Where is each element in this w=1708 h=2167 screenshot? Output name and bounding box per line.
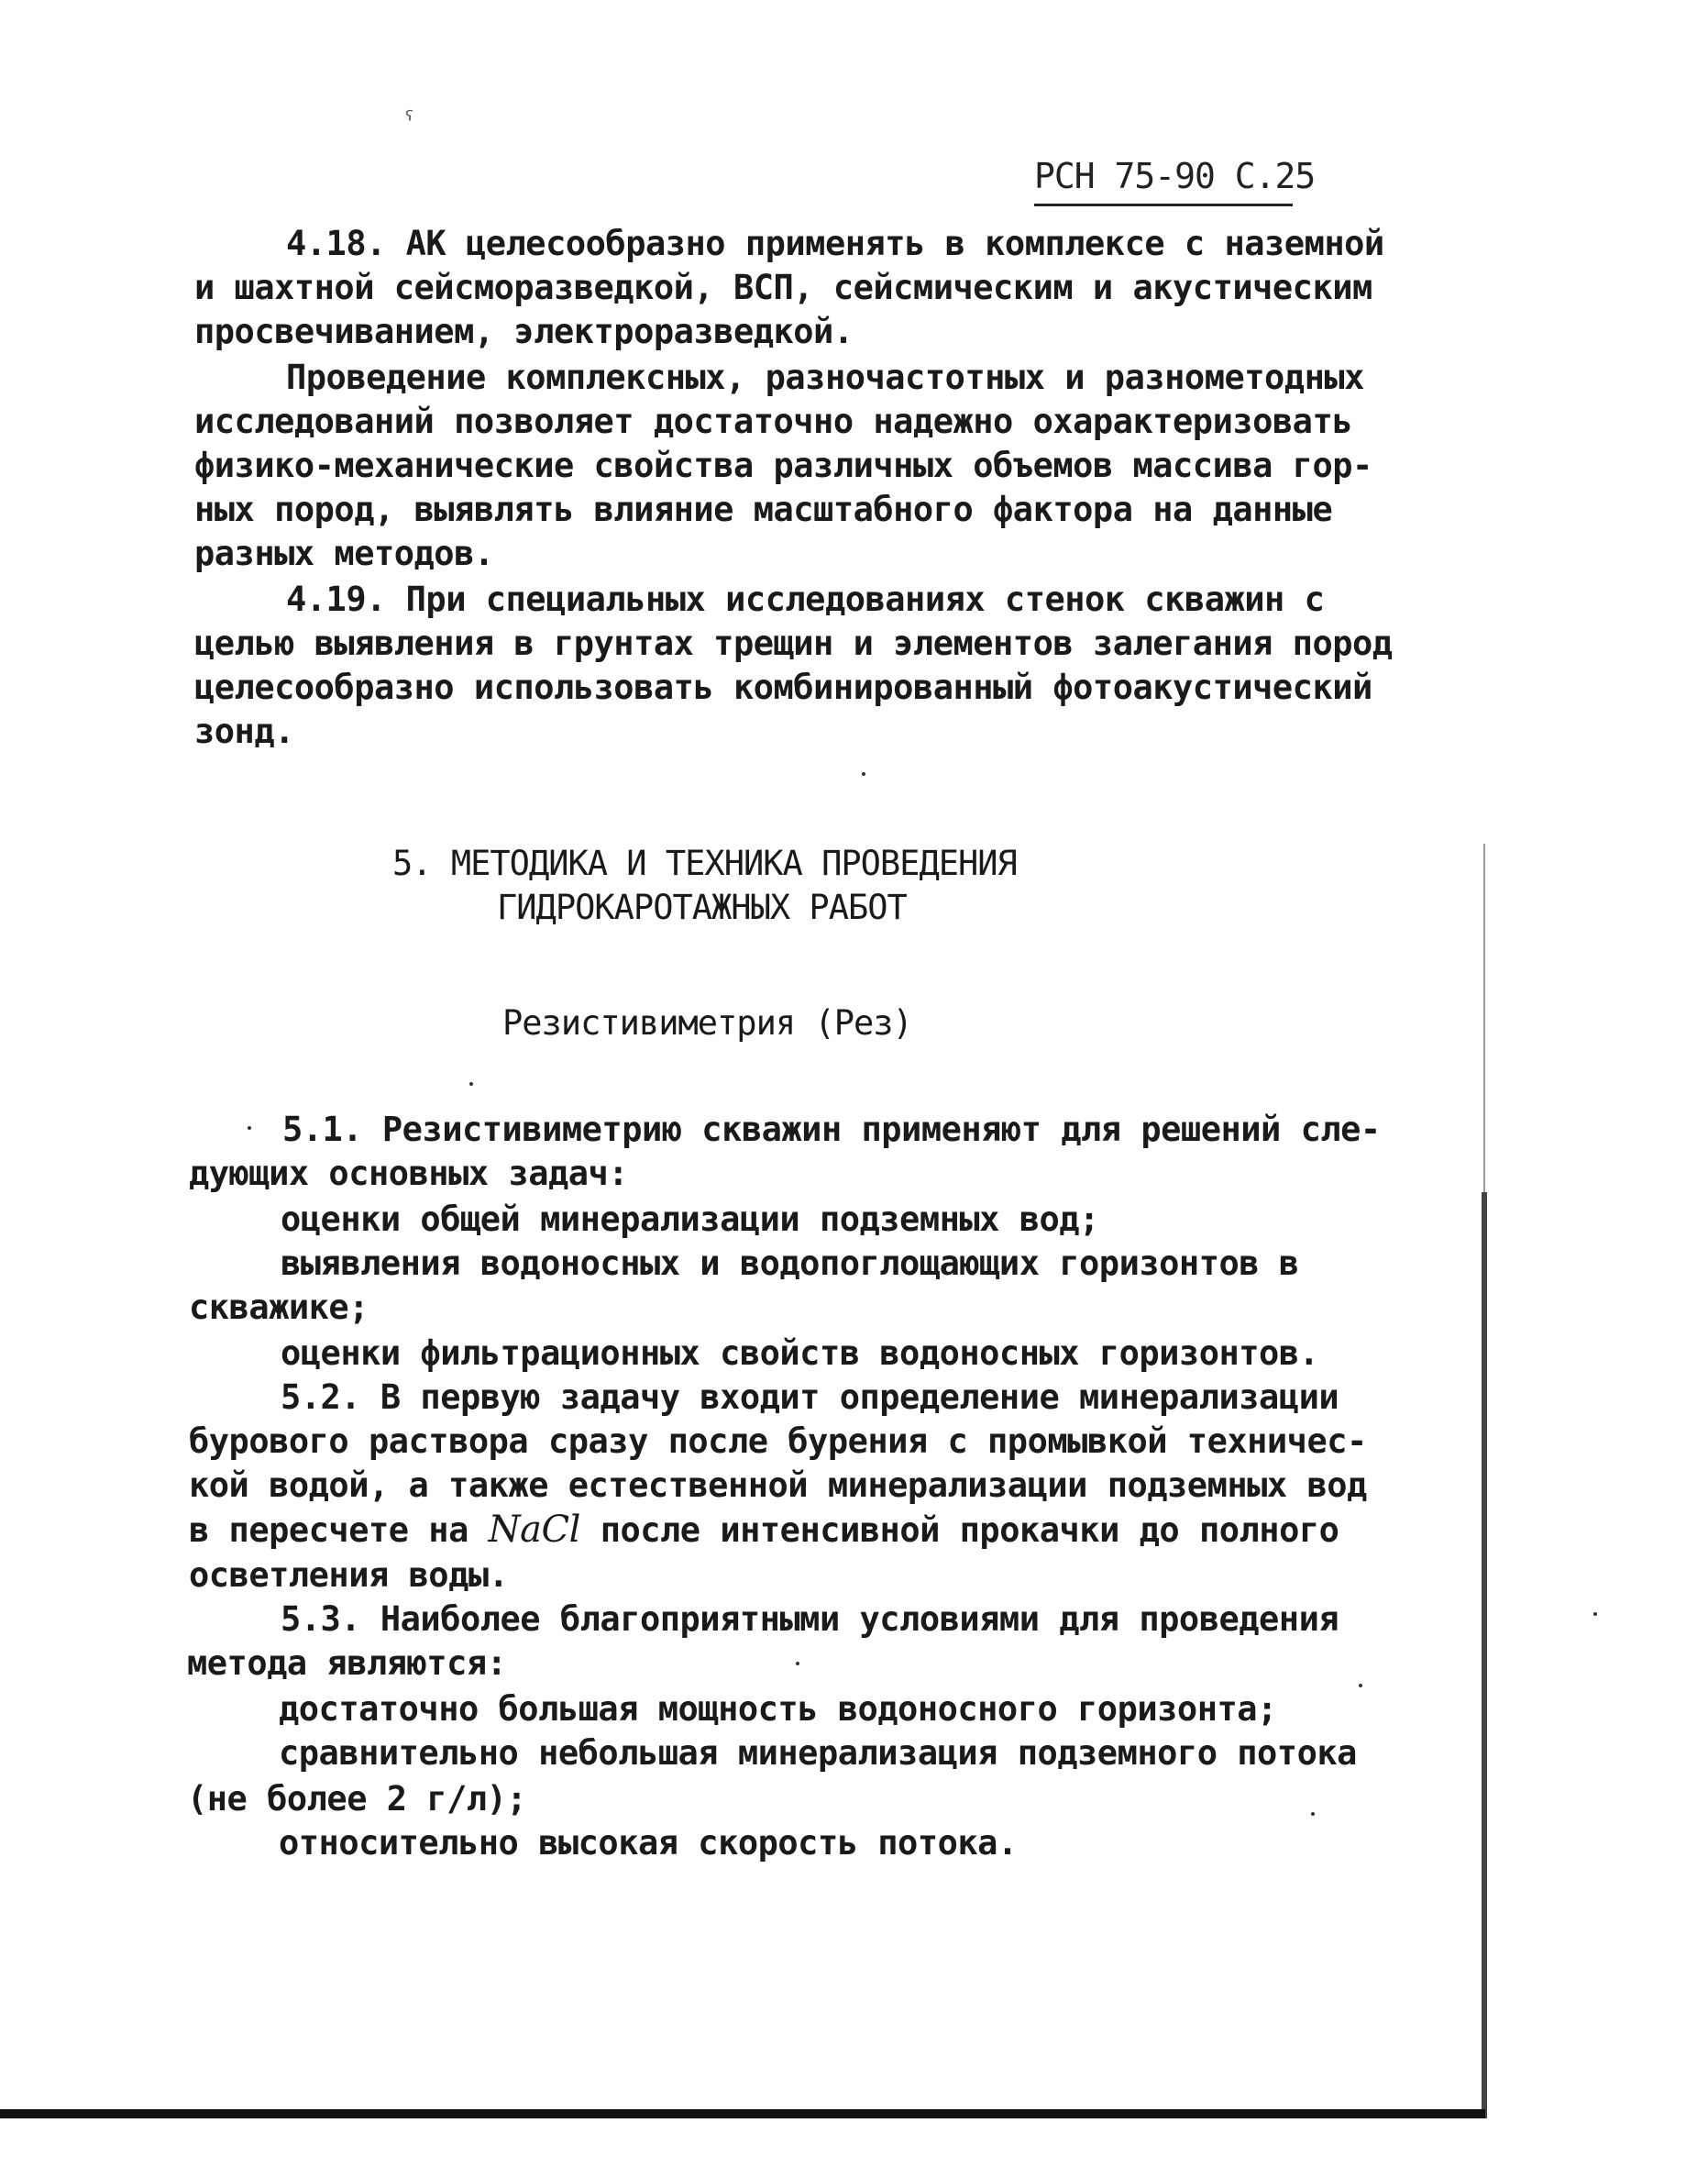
p53-line-3: достаточно большая мощность водоносного горизонта; (279, 1689, 1277, 1729)
p-complex-line-4: ных пород, выявлять влияние масштабного фактора на данные (194, 490, 1333, 529)
p419-line-4: зонд. (194, 712, 294, 751)
p-complex-line-2: исследований позволяет достаточно надежно охарактеризовать (194, 402, 1353, 441)
section-5-title-line-2: ГИДРОКАРОТАЖНЫХ РАБОТ (497, 888, 907, 927)
scan-edge (1482, 1192, 1487, 2118)
p51-line-5: скважике; (189, 1288, 369, 1327)
document-header: РСН 75-90 С.25 (1034, 156, 1316, 196)
speck (1359, 1684, 1362, 1687)
speck (1593, 1612, 1597, 1616)
p419-line-3: целесообразно использовать комбинированный фотоакустический (194, 668, 1372, 707)
p51-line-3: оценки общей минерализации подземных вод; (281, 1200, 1099, 1239)
p419-line-1: 4.19. При специальных исследованиях стенок скважин с (286, 580, 1325, 619)
p-complex-line-1: Проведение комплексных, разночастотных и разнометодных (286, 358, 1364, 397)
page-mark: ˁ (402, 108, 417, 138)
speck (248, 1126, 251, 1130)
speck (796, 1662, 799, 1665)
scan-edge-faint (1483, 844, 1485, 1192)
p-complex-line-3: физико-механические свойства различных объемов массива гор- (194, 446, 1372, 485)
p52-line-4-after: после интенсивной прокачки до полного (600, 1510, 1339, 1550)
p51-line-4: выявления водоносных и водопоглощающих горизонтов в (281, 1244, 1299, 1283)
p418-line-2: и шахтной сейсморазведкой, ВСП, сейсмическим и акустическим (194, 268, 1372, 307)
p53-line-5: (не более 2 г/л); (187, 1779, 527, 1819)
p53-line-2: метода являются: (187, 1643, 507, 1683)
header-underline (1034, 204, 1293, 206)
p52-line-2: бурового раствора сразу после бурения с промывкой техничес- (189, 1421, 1367, 1461)
p419-line-2: целью выявления в грунтах трещин и элементов залегания пород (194, 624, 1393, 663)
formula-nacl: NaCl (488, 1509, 580, 1551)
scan-bottom-edge (0, 2109, 1485, 2118)
section-5-subtitle: Резистивиметрия (Рез) (502, 1003, 912, 1043)
p52-line-3: кой водой, а также естественной минерализации подземных вод (189, 1465, 1367, 1505)
p52-line-1: 5.2. В первую задачу входит определение минерализации (281, 1377, 1339, 1417)
p53-line-1: 5.3. Наиболее благоприятными условиями для проведения (281, 1599, 1339, 1639)
speck (1311, 1812, 1315, 1816)
section-5-title-line-1: 5. МЕТОДИКА И ТЕХНИКА ПРОВЕДЕНИЯ (392, 844, 1017, 883)
p51-line-6: оценки фильтрационных свойств водоносных горизонтов. (281, 1333, 1319, 1373)
p52-line-4 (189, 1508, 1339, 1553)
speck (862, 772, 865, 776)
p51-line-1: 5.1. Резистивиметрию скважин применяют для решений сле- (282, 1110, 1381, 1149)
p418-line-1: 4.18. АК целесообразно применять в комплексе с наземной (286, 224, 1384, 263)
p52-line-5: осветления воды. (189, 1555, 509, 1595)
p418-line-3: просвечиванием, электроразведкой. (194, 312, 854, 351)
p51-line-2: дующих основных задач: (189, 1154, 629, 1193)
p53-line-6: относительно высокая скорость потока. (279, 1823, 1018, 1863)
speck (469, 1082, 473, 1086)
p53-line-4: сравнительно небольшая минерализация подземного потока (279, 1733, 1357, 1773)
p-complex-line-5: разных методов. (194, 534, 494, 573)
p52-line-4-before: в пересчете на (189, 1510, 468, 1550)
